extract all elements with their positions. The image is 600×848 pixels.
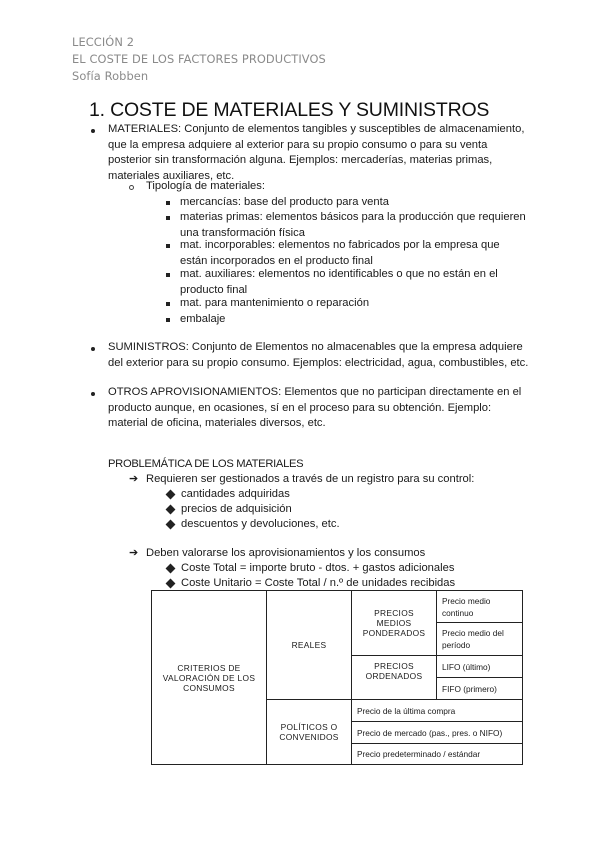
tipologia-item [180, 210, 526, 241]
diamond-item: Coste Unitario = Coste Total / n.º de unidades recibidas [181, 577, 456, 589]
text-line: CRITERIOS DE [177, 662, 241, 673]
bullet-dot-icon [91, 129, 95, 133]
bullet-diamond-icon [166, 490, 176, 500]
lesson-label: LECCIÓN 2 [72, 35, 135, 49]
bullet-diamond-icon [166, 505, 176, 515]
text-line: CONSUMOS [183, 682, 235, 693]
text-line: REALES [291, 640, 327, 650]
cell-politicos [266, 699, 352, 765]
diamond-item: Coste Total = importe bruto - dtos. + gastos adicionales [181, 562, 455, 574]
text-line: período [442, 640, 471, 650]
bullet-square-icon [166, 318, 170, 322]
bullet-square-icon [166, 216, 170, 220]
text-line: PRECIOS [374, 608, 414, 618]
tipologia-item [180, 312, 225, 328]
valoracion-table [151, 590, 523, 765]
text-line: MATERIALES: Conjunto de elementos tangibles y susceptibles de almacenamiento, [108, 123, 525, 135]
text-line: FIFO (primero) [442, 683, 497, 694]
suministros-paragraph [108, 340, 528, 371]
text-line: materias primas: elementos básicos para la producción que requieren [180, 211, 526, 223]
cell-precio-mercado [351, 721, 523, 744]
bullet-diamond-icon [166, 564, 176, 574]
tipologia-item [180, 195, 389, 211]
text-line: producto aunque, en ocasiones, sí en el proceso para su obtención. Ejemplo: [108, 401, 492, 414]
arrow-item: Requieren ser gestionados a través de un registro para su control: [146, 473, 475, 485]
cell-medios-ponderados [351, 590, 437, 656]
text-line: mat. para mantenimiento o reparación [180, 297, 370, 309]
bullet-dot-icon [91, 392, 95, 396]
text-line: LIFO (último) [442, 661, 491, 672]
text-line: POLÍTICOS O [280, 722, 338, 732]
bullet-square-icon [166, 273, 170, 277]
bullet-diamond-icon [166, 520, 176, 530]
diamond-item: precios de adquisición [181, 503, 292, 515]
cell-pmp-continuo [436, 590, 523, 623]
text-line: continuo [442, 607, 474, 618]
diamond-item: descuentos y devoluciones, etc. [181, 518, 340, 530]
cell-criterios [151, 590, 267, 765]
text-line: Precio de la última compra [357, 705, 456, 716]
problematica-title: PROBLEMÁTICA DE LOS MATERIALES [108, 458, 304, 470]
text-line: una transformación física [180, 226, 305, 239]
author-label: Sofía Robben [72, 69, 149, 83]
bullet-square-icon [166, 302, 170, 306]
text-line: Precio predeterminado / estándar [357, 749, 481, 759]
bullet-square-icon [166, 201, 170, 205]
text-line: OTROS APROVISIONAMIENTOS: Elementos que no participan directamente en el [108, 386, 522, 398]
cell-lifo [436, 655, 523, 678]
text-line: mat. incorporables: elementos no fabricados por la empresa que [180, 239, 500, 251]
subject-label: EL COSTE DE LOS FACTORES PRODUCTIVOS [72, 52, 326, 66]
tipologia-label: Tipología de materiales: [146, 180, 265, 192]
cell-ultima-compra [351, 699, 523, 722]
text-line: Precio de mercado (pas., pres. o NIFO) [357, 727, 503, 738]
tipologia-item [180, 267, 498, 298]
text-line: CONVENIDOS [279, 732, 339, 742]
tipologia-item [180, 296, 369, 312]
otros-paragraph [108, 385, 521, 432]
text-line: materiales auxiliares, etc. [108, 170, 235, 183]
materiales-paragraph [108, 122, 524, 185]
tipologia-item [180, 238, 500, 269]
text-line: material de oficina, materiales diversos, etc. [108, 417, 326, 430]
cell-precio-predeterminado [351, 743, 523, 765]
cell-ordenados [351, 655, 437, 700]
document-header [72, 34, 326, 85]
arrow-right-icon: ➔ [129, 473, 139, 485]
text-line: MEDIOS [376, 618, 412, 628]
text-line: del exterior para su propio consumo. Ejemplos: electricidad, agua, combustibles, etc. [108, 356, 529, 369]
text-line: Precio medio [442, 595, 491, 606]
arrow-item: Deben valorarse los aprovisionamientos y los consumos [146, 547, 426, 559]
text-line: PRECIOS [374, 661, 414, 671]
text-line: mercancías: base del producto para venta [180, 196, 389, 208]
text-line: VALORACIÓN DE LOS [162, 672, 256, 683]
bullet-square-icon [166, 244, 170, 248]
bullet-circle-icon [129, 185, 134, 190]
text-line: están incorporados en el producto final [180, 254, 373, 267]
cell-reales [266, 590, 352, 700]
cell-pmp-periodo [436, 622, 523, 656]
text-line: embalaje [180, 313, 226, 325]
text-line: ORDENADOS [365, 671, 423, 681]
bullet-diamond-icon [166, 579, 176, 589]
text-line: producto final [180, 283, 248, 296]
arrow-right-icon: ➔ [129, 547, 139, 559]
bullet-dot-icon [91, 347, 95, 351]
text-line: Precio medio del [442, 628, 504, 638]
section-title: 1. COSTE DE MATERIALES Y SUMINISTROS [89, 99, 490, 121]
text-line: mat. auxiliares: elementos no identificables o que no están en el [180, 268, 498, 280]
text-line: que la empresa adquiere al exterior para su propio consumo o para su venta [108, 138, 488, 151]
text-line: posterior sin transformación alguna. Ejemplos: mercaderías, materias primas, [108, 154, 493, 167]
text-line: PONDERADOS [362, 628, 426, 638]
diamond-item: cantidades adquiridas [181, 488, 290, 500]
text-line: SUMINISTROS: Conjunto de Elementos no almacenables que la empresa adquiere [108, 341, 523, 353]
cell-fifo [436, 677, 523, 700]
